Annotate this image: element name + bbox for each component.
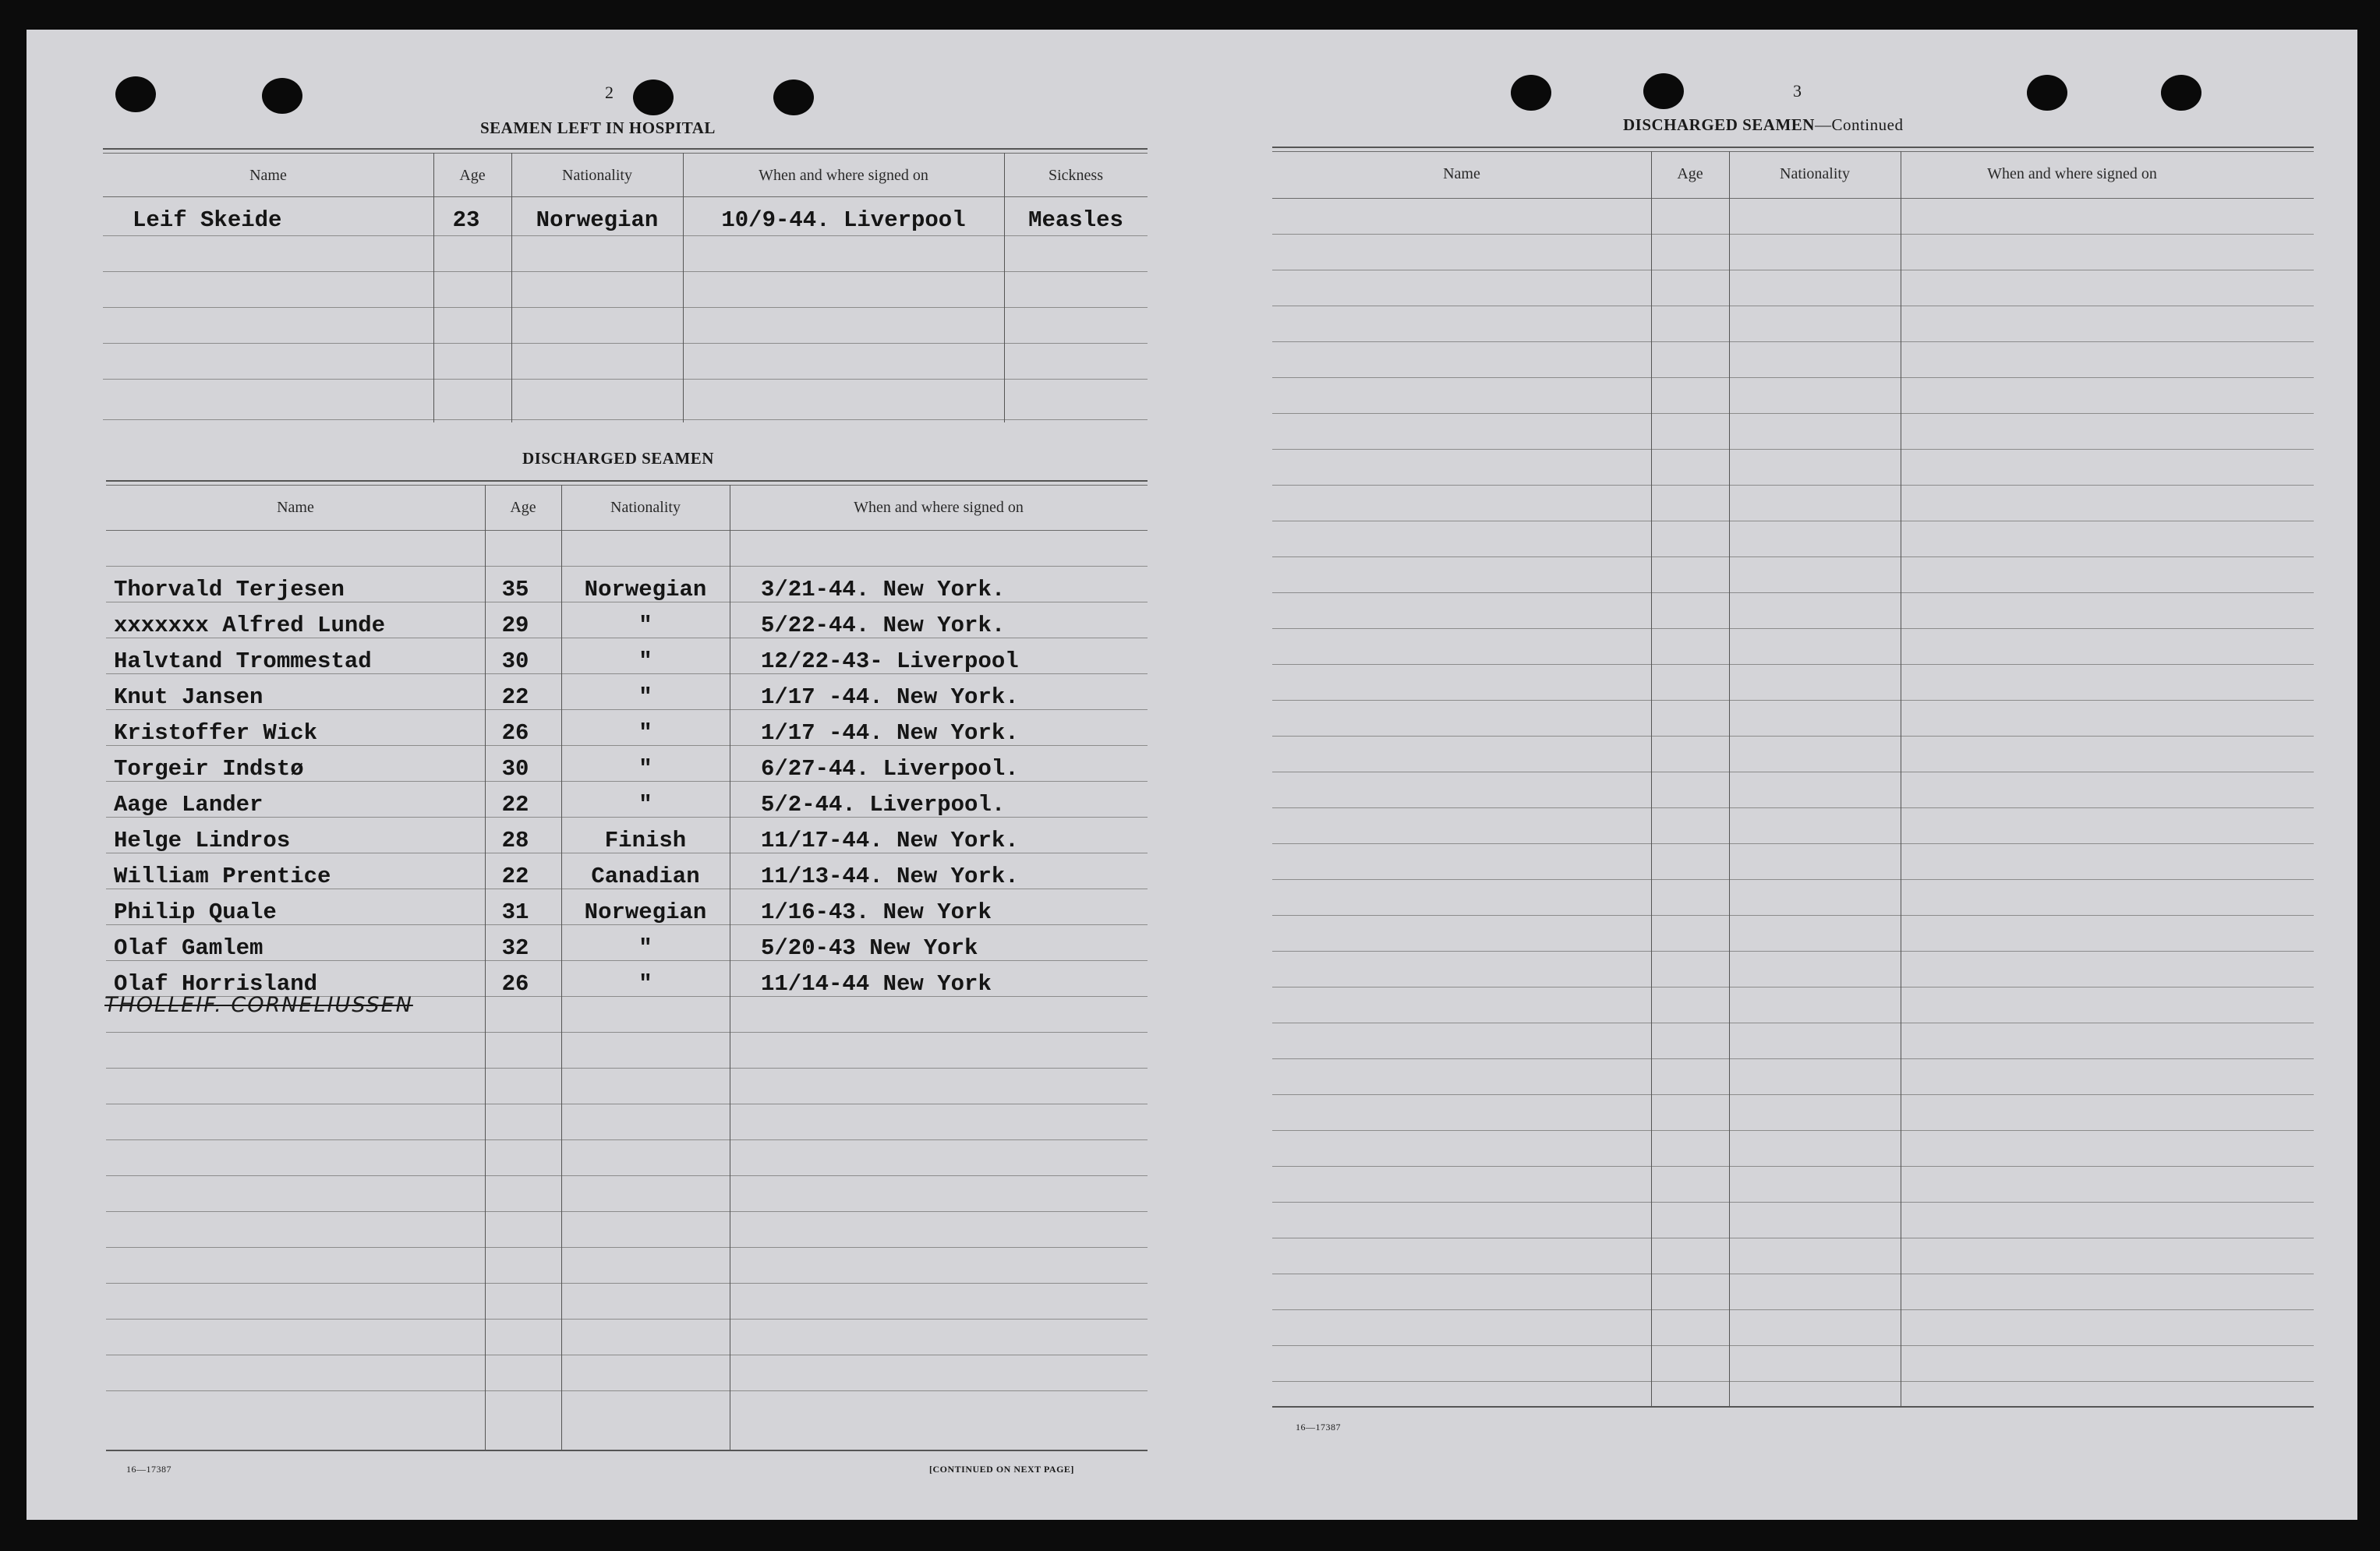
page-number-right: 3 [1793, 81, 1802, 101]
cell-nationality: " [638, 935, 652, 961]
ruled-line [106, 1247, 1148, 1248]
cell-name: Olaf Gamlem [114, 935, 263, 961]
cell-signed-on: 5/20-43 New York [761, 935, 978, 961]
cell-nationality: " [638, 648, 652, 674]
cell-nationality: " [638, 613, 652, 638]
discharged-section-title: DISCHARGED SEAMEN [522, 449, 714, 468]
ruled-line [1272, 1381, 2314, 1382]
cell-nationality: " [638, 684, 652, 710]
cell-name: Helge Lindros [114, 828, 291, 853]
ruled-line [1272, 628, 2314, 629]
col-header-signed-on: When and where signed on [1987, 165, 2157, 182]
ruled-line [106, 566, 1148, 567]
ruled-line [1272, 1166, 2314, 1167]
continued-note: [CONTINUED ON NEXT PAGE] [929, 1464, 1074, 1475]
cell-age: 32 [501, 935, 529, 961]
cell-name: Kristoffer Wick [114, 720, 318, 746]
cell-age: 26 [501, 720, 529, 746]
ruled-line [1272, 449, 2314, 450]
cell-age: 22 [501, 864, 529, 889]
ruled-line [1272, 879, 2314, 880]
cell-signed-on: 6/27-44. Liverpool. [761, 756, 1019, 782]
col-header-age: Age [459, 167, 486, 184]
cell-nationality: " [638, 756, 652, 782]
col-header-name: Name [1443, 165, 1480, 182]
ruled-line [1272, 556, 2314, 557]
cell-name: Olaf Horrisland [114, 971, 318, 997]
cell-name: Halvtand Trommestad [114, 648, 372, 674]
cell-signed-on: 3/21-44. New York. [761, 577, 1006, 602]
col-header-nationality: Nationality [1780, 165, 1850, 182]
hospital-section-title: SEAMEN LEFT IN HOSPITAL [480, 118, 716, 137]
ruled-line [106, 1032, 1148, 1033]
ruled-line [1272, 951, 2314, 952]
punch-hole [262, 78, 302, 114]
cell-name: Aage Lander [114, 792, 263, 818]
ruled-line [106, 1283, 1148, 1284]
col-header-name: Name [249, 167, 287, 184]
cell-signed-on: 11/17-44. New York. [761, 828, 1019, 853]
ruled-line [1272, 592, 2314, 593]
cell-age: 26 [501, 971, 529, 997]
cell-age: 30 [501, 756, 529, 782]
ruled-line [1272, 1130, 2314, 1131]
punch-hole [1511, 75, 1551, 111]
punch-hole [115, 76, 156, 112]
cell-age: 28 [501, 828, 529, 853]
cell-nationality: " [638, 971, 652, 997]
ruled-line [1272, 485, 2314, 486]
cell-name: Leif Skeide [133, 207, 282, 233]
cell-name: Torgeir Indstø [114, 756, 304, 782]
ruled-line [1272, 1058, 2314, 1059]
ruled-line [106, 1390, 1148, 1391]
punch-hole [2161, 75, 2201, 111]
discharged-table [106, 480, 1148, 1462]
cell-nationality: Finish [604, 828, 687, 853]
cell-signed-on: 12/22-43- Liverpool [761, 648, 1019, 674]
ruled-line [1272, 807, 2314, 808]
ruled-line [1272, 843, 2314, 844]
cell-signed-on: 10/9-44. Liverpool [721, 207, 966, 233]
cell-nationality: Norwegian [536, 207, 659, 233]
ruled-line [1272, 1309, 2314, 1310]
ruled-line [106, 1175, 1148, 1176]
form-number-right: 16—17387 [1296, 1422, 1341, 1433]
cell-signed-on: 11/14-44 New York [761, 971, 992, 997]
ruled-line [1272, 664, 2314, 665]
cell-age: 29 [501, 613, 529, 638]
struck-out-entry: THOLLEIF. CORNELIUSSEN [104, 993, 413, 1017]
ruled-line [1272, 341, 2314, 342]
ruled-line [1272, 1345, 2314, 1346]
ruled-line [1272, 1094, 2314, 1095]
cell-nationality: Canadian [591, 864, 700, 889]
col-header-nationality: Nationality [610, 499, 681, 516]
cell-age: 35 [501, 577, 529, 602]
cell-name: William Prentice [114, 864, 331, 889]
punch-hole [773, 79, 814, 115]
discharged-continued-title [1623, 115, 1903, 135]
col-header-signed-on: When and where signed on [759, 167, 928, 184]
punch-hole [1643, 73, 1684, 109]
cell-name: Knut Jansen [114, 684, 263, 710]
document-sheet [27, 30, 2357, 1520]
ruled-line [106, 1211, 1148, 1212]
col-header-age: Age [1677, 165, 1703, 182]
hospital-table [103, 148, 1148, 454]
ruled-line [1272, 700, 2314, 701]
cell-nationality: Norwegian [584, 899, 707, 925]
ruled-line [1272, 915, 2314, 916]
ruled-line [106, 1139, 1148, 1140]
col-header-signed-on: When and where signed on [854, 499, 1024, 516]
cell-age: 23 [452, 207, 480, 233]
cell-sickness: Measles [1028, 207, 1123, 233]
cell-age: 31 [501, 899, 529, 925]
ruled-line [1272, 234, 2314, 235]
page-number-left: 2 [605, 83, 614, 102]
ruled-line [1272, 377, 2314, 378]
cell-signed-on: 5/2-44. Liverpool. [761, 792, 1006, 818]
title-main: DISCHARGED SEAMEN [1623, 115, 1815, 134]
cell-nationality: " [638, 720, 652, 746]
cell-age: 30 [501, 648, 529, 674]
col-header-nationality: Nationality [562, 167, 632, 184]
col-header-sickness: Sickness [1049, 167, 1103, 184]
ruled-line [106, 1068, 1148, 1069]
cell-signed-on: 1/16-43. New York [761, 899, 992, 925]
cell-signed-on: 1/17 -44. New York. [761, 684, 1019, 710]
form-number-left: 16—17387 [126, 1464, 172, 1475]
cell-age: 22 [501, 684, 529, 710]
title-suffix: —Continued [1814, 115, 1904, 134]
cell-name: Thorvald Terjesen [114, 577, 345, 602]
cell-signed-on: 11/13-44. New York. [761, 864, 1019, 889]
cell-nationality: " [638, 792, 652, 818]
cell-name: Philip Quale [114, 899, 277, 925]
cell-signed-on: 5/22-44. New York. [761, 613, 1006, 638]
ruled-line [1272, 413, 2314, 414]
cell-signed-on: 1/17 -44. New York. [761, 720, 1019, 746]
cell-age: 22 [501, 792, 529, 818]
punch-hole [2027, 75, 2067, 111]
ruled-line [1272, 1202, 2314, 1203]
col-header-name: Name [277, 499, 314, 516]
cell-nationality: Norwegian [584, 577, 707, 602]
ruled-line [1272, 736, 2314, 737]
discharged-continued-table [1272, 147, 2314, 1433]
ruled-line [106, 1319, 1148, 1320]
col-header-age: Age [510, 499, 536, 516]
cell-name: xxxxxxx Alfred Lunde [114, 613, 386, 638]
punch-hole [633, 79, 674, 115]
